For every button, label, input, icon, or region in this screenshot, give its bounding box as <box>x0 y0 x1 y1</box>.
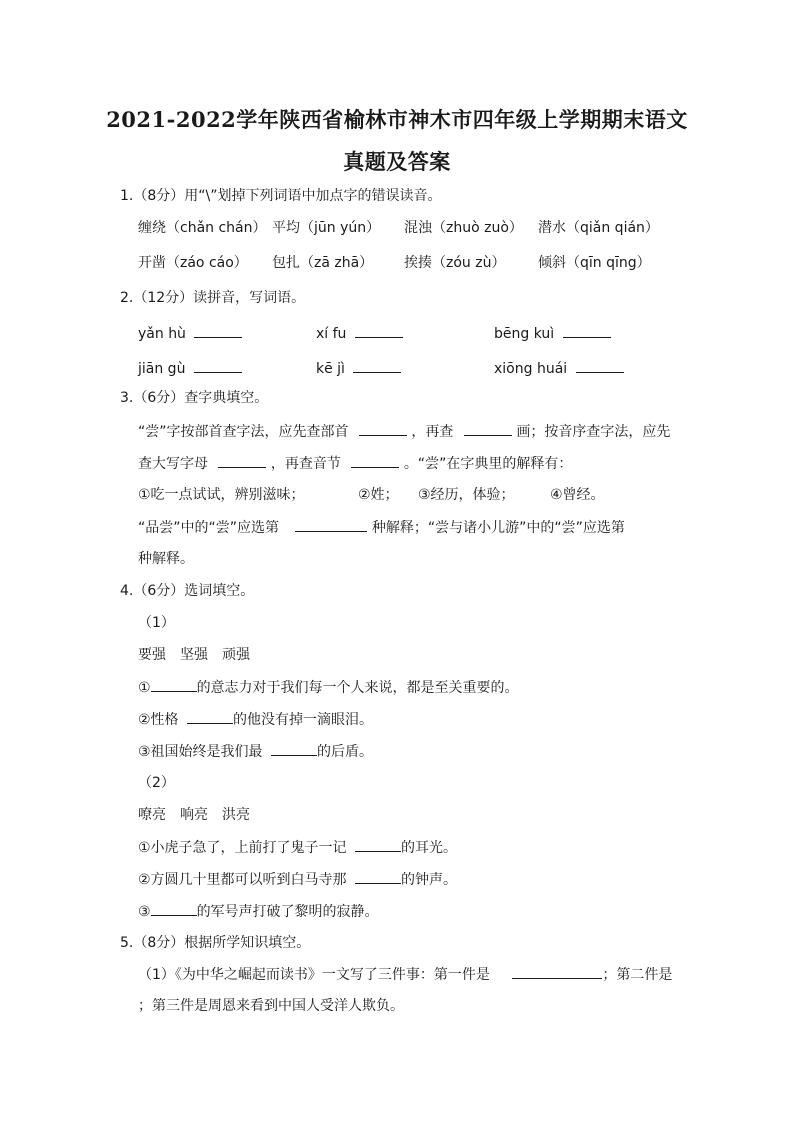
q3-meaning: ②姓； <box>358 487 399 503</box>
q3-heading: 3.（6分）查字典填空。 <box>120 390 269 406</box>
q3-text: 查大写字母 <box>138 456 208 472</box>
q2-pinyin-item <box>316 358 401 379</box>
q2-pinyin-item <box>494 358 624 379</box>
q3-text: 画；按音序查字法，应先 <box>516 424 671 440</box>
pinyin-text: bēng kuì <box>494 326 555 342</box>
q4-p1-sentence3 <box>138 741 373 762</box>
q4-text: ③祖国始终是我们最 <box>138 744 263 760</box>
answer-blank[interactable] <box>295 517 367 532</box>
q4-heading: 4.（6分）选词填空。 <box>120 583 255 599</box>
q1-word: 包扎（zā zhā） <box>272 255 374 271</box>
q5-line1 <box>138 964 672 985</box>
answer-blank[interactable] <box>563 323 611 338</box>
q4-part1-words: 要强 坚强 顽强 <box>138 647 250 663</box>
page-title-line2: 真题及答案 <box>343 149 451 174</box>
q4-p1-sentence1 <box>138 677 519 698</box>
pinyin-text: jiān gù <box>138 361 186 377</box>
q2-heading: 2.（12分）读拼音，写词语。 <box>120 290 306 306</box>
q3-line4 <box>138 517 625 538</box>
q4-text: ① <box>138 680 151 696</box>
q4-text: 的后盾。 <box>317 744 374 760</box>
q2-pinyin-item <box>138 323 242 344</box>
answer-blank[interactable] <box>151 901 197 916</box>
pinyin-text: xí fu <box>316 326 347 342</box>
q1-word: 挨揍（zóu zù） <box>404 255 506 271</box>
q5-line2: ；第三件是周恩来看到中国人受洋人欺负。 <box>138 998 404 1014</box>
q1-word: 潜水（qiǎn qián） <box>538 220 659 236</box>
q3-line5: 种解释。 <box>138 551 194 567</box>
answer-blank[interactable] <box>576 358 624 373</box>
q4-text: 的军号声打破了黎明的寂静。 <box>196 904 379 920</box>
q4-p2-sentence1 <box>138 837 457 858</box>
answer-blank[interactable] <box>351 453 399 468</box>
q3-line2 <box>138 453 572 474</box>
q4-p2-sentence2 <box>138 869 457 890</box>
q3-meaning: ③经历，体验； <box>418 487 515 503</box>
q3-meaning: ①吃一点试试，辨别滋味； <box>138 487 305 503</box>
q1-word: 混浊（zhuò zuò） <box>404 220 523 236</box>
pinyin-text: yǎn hù <box>138 326 186 342</box>
q3-text: 种解释；“尝与诸小儿游”中的“尝”应选第 <box>371 520 625 536</box>
pinyin-text: kē jì <box>316 361 345 377</box>
answer-blank[interactable] <box>355 323 403 338</box>
q4-text: 的钟声。 <box>401 872 458 888</box>
q4-part2-label: （2） <box>138 775 175 791</box>
q3-text: “品尝”中的“尝”应选第 <box>138 520 280 536</box>
q4-text: ②性格 <box>138 712 179 728</box>
q5-text: （1）《为中华之崛起而读书》一文写了三件事：第一件是 <box>138 967 490 983</box>
q1-heading: 1.（8分）用“\”划掉下列词语中加点字的错误读音。 <box>120 188 442 204</box>
q5-text: ；第二件是 <box>602 967 673 983</box>
q2-pinyin-item <box>138 358 242 379</box>
q3-text: “尝”字按部首查字法，应先查部首 <box>138 424 349 440</box>
q4-text: 的他没有掉一滴眼泪。 <box>233 712 374 728</box>
page-title-line1: 2021-2022学年陕西省榆林市神木市四年级上学期期末语文 <box>106 107 688 132</box>
q4-text: ②方圆几十里都可以听到白马寺那 <box>138 872 347 888</box>
answer-blank[interactable] <box>151 677 197 692</box>
q4-text: ①小虎子急了，上前打了鬼子一记 <box>138 840 347 856</box>
answer-blank[interactable] <box>194 323 242 338</box>
pinyin-text: xiōng huái <box>494 361 568 377</box>
q4-text: 的意志力对于我们每一个人来说，都是至关重要的。 <box>196 680 519 696</box>
answer-blank[interactable] <box>194 358 242 373</box>
q1-word: 开凿（záo cáo） <box>138 255 248 271</box>
answer-blank[interactable] <box>218 453 266 468</box>
q3-text: ，再查音节 <box>270 456 341 472</box>
q3-text: 。“尝”在字典里的解释有： <box>403 456 573 472</box>
answer-blank[interactable] <box>355 869 401 884</box>
answer-blank[interactable] <box>271 741 317 756</box>
q1-word: 平均（jūn yún） <box>272 220 381 236</box>
q4-p2-sentence3 <box>138 901 379 922</box>
q2-pinyin-item <box>494 323 611 344</box>
q3-line1 <box>138 421 670 442</box>
q3-meaning: ④曾经。 <box>550 487 605 503</box>
answer-blank[interactable] <box>355 837 401 852</box>
answer-blank[interactable] <box>353 358 401 373</box>
q2-pinyin-item <box>316 323 403 344</box>
q1-word: 倾斜（qīn qīng） <box>538 255 651 271</box>
q4-part1-label: （1） <box>138 615 175 631</box>
q3-text: ，再查 <box>411 424 454 440</box>
q4-text: ③ <box>138 904 151 920</box>
answer-blank[interactable] <box>187 709 233 724</box>
q4-p1-sentence2 <box>138 709 373 730</box>
q4-text: 的耳光。 <box>401 840 458 856</box>
answer-blank[interactable] <box>359 421 407 436</box>
q1-word: 缠绕（chǎn chán） <box>138 220 267 236</box>
q4-part2-words: 嘹亮 响亮 洪亮 <box>138 807 250 823</box>
answer-blank[interactable] <box>464 421 512 436</box>
q5-heading: 5.（8分）根据所学知识填空。 <box>120 935 311 951</box>
answer-blank[interactable] <box>512 964 602 979</box>
